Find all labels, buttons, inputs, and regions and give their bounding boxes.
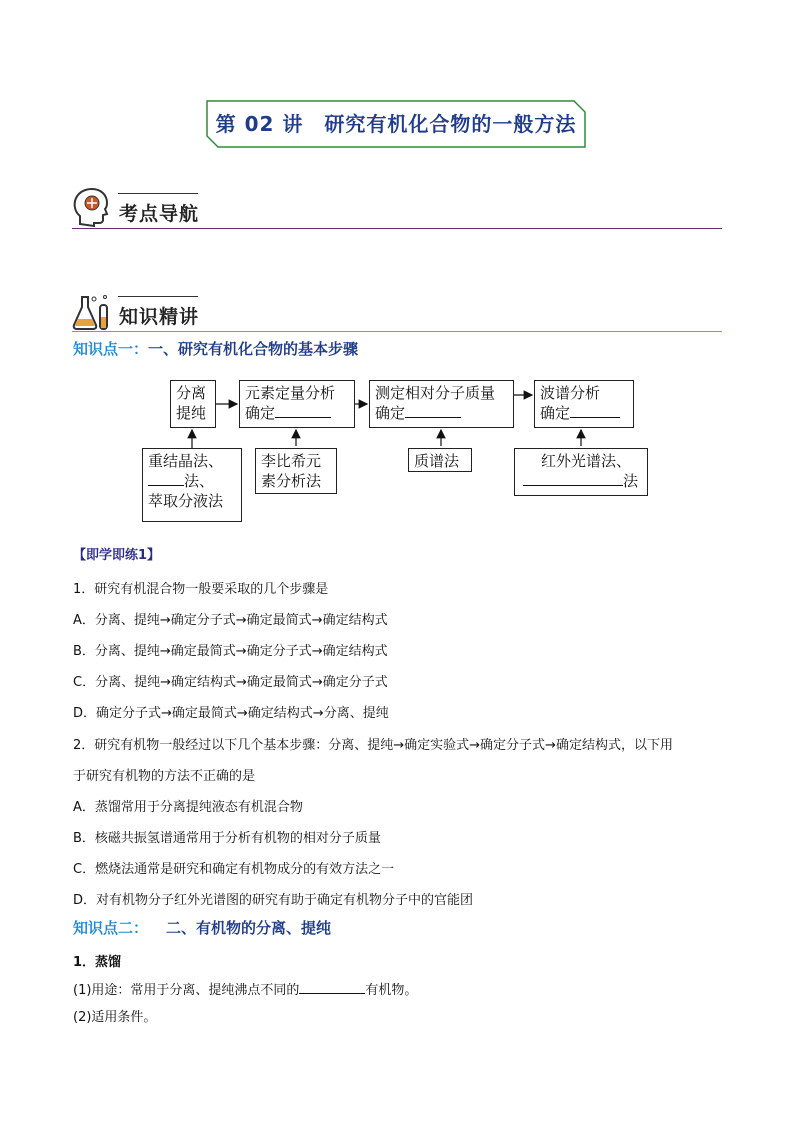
q1-option-a: A．分离、提纯→确定分子式→确定最简式→确定结构式 (73, 613, 388, 628)
flow-method1-line2: 法、 (184, 472, 215, 490)
flow-step2-line1: 元素定量分析 (245, 384, 336, 402)
s1-use (73, 979, 417, 998)
kp2-heading (73, 917, 331, 938)
s1-use-blank (299, 981, 365, 994)
s1-use-prefix: (1)用途：常用于分离、提纯沸点不同的 (73, 983, 300, 998)
kp2-title: 二、有机物的分离、提纯 (166, 919, 332, 937)
s1-heading: 1．蒸馏 (73, 955, 122, 970)
q1-option-d: D．确定分子式→确定最简式→确定结构式→分离、提纯 (73, 706, 389, 721)
flow-step1-line1: 分离 (176, 384, 207, 402)
flow-step2-blank (275, 403, 331, 418)
flow-step-molar-mass (369, 380, 514, 428)
q1-option-b: B．分离、提纯→确定最简式→确定分子式→确定结构式 (73, 644, 388, 659)
q2-option-a: A．蒸馏常用于分离提纯液态有机混合物 (73, 800, 303, 815)
q2-stem-line2: 于研究有机物的方法不正确的是 (73, 769, 256, 784)
q2-stem-line1: 2．研究有机物一般经过以下几个基本步骤：分离、提纯→确定实验式→确定分子式→确定结构式，以下用 (73, 738, 673, 753)
flow-step-spectral-analysis (534, 380, 634, 428)
flow-step2-line2: 确定 (245, 404, 276, 422)
flow-method1-line1: 重结晶法、 (148, 452, 224, 470)
q2-option-b: B．核磁共振氢谱通常用于分析有机物的相对分子质量 (73, 831, 381, 846)
page-title: 第 02 讲 研究有机化合物的一般方法 (215, 112, 577, 136)
q2-option-d: D．对有机物分子红外光谱图的研究有助于确定有机物分子中的官能团 (73, 893, 474, 908)
flow-method4-blank (523, 471, 623, 486)
flow-method2-line1: 李比希元 (261, 452, 322, 470)
flow-step3-line1: 测定相对分子质量 (375, 384, 496, 402)
s1-condition: (2)适用条件。 (73, 1010, 157, 1025)
brain-icon (72, 186, 112, 228)
kp1-title: 一、研究有机化合物的基本步骤 (148, 340, 359, 358)
s1-use-suffix: 有机物。 (365, 983, 418, 998)
q2-option-c: C．燃烧法通常是研究和确定有机物成分的有效方法之一 (73, 862, 395, 877)
q1-option-c: C．分离、提纯→确定结构式→确定最简式→确定分子式 (73, 675, 388, 690)
flow-step4-line1: 波谱分析 (540, 384, 601, 402)
knowledge-accent-line (118, 296, 198, 297)
flow-method1-blank (148, 471, 184, 486)
flow-step3-line2: 确定 (375, 404, 406, 422)
section-knowledge-title: 知识精讲 (119, 306, 200, 328)
flow-method-liebig (255, 448, 337, 494)
flow-step-element-analysis (239, 380, 355, 428)
flow-method4-line2: 法 (623, 472, 639, 490)
flow-step1-line2: 提纯 (176, 404, 207, 422)
section-guide-title: 考点导航 (119, 203, 200, 225)
kp1-label: 知识点一： (73, 340, 149, 358)
flow-step3-blank (405, 403, 461, 418)
flow-method-mass-spec (408, 448, 472, 472)
practice-tag: 【即学即练1】 (73, 548, 161, 563)
flow-method-separation (142, 448, 242, 522)
flow-method4-line1: 红外光谱法、 (541, 452, 632, 470)
flow-method3-text: 质谱法 (414, 452, 460, 470)
guide-accent-line (118, 193, 198, 194)
flow-method-spectra (514, 448, 648, 496)
flow-step4-line2: 确定 (540, 404, 571, 422)
flow-step4-blank (570, 403, 620, 418)
flow-step-separate (170, 380, 216, 428)
knowledge-rule (72, 331, 722, 332)
flow-method2-line2: 素分析法 (261, 472, 322, 490)
kp2-label: 知识点二： (73, 919, 149, 937)
kp1-heading (73, 338, 358, 359)
q1-stem: 1．研究有机混合物一般要采取的几个步骤是 (73, 582, 329, 597)
flow-method1-line3: 萃取分液法 (148, 492, 224, 510)
title-banner (206, 100, 586, 148)
guide-rule (72, 228, 722, 229)
flask-icon (72, 293, 112, 331)
